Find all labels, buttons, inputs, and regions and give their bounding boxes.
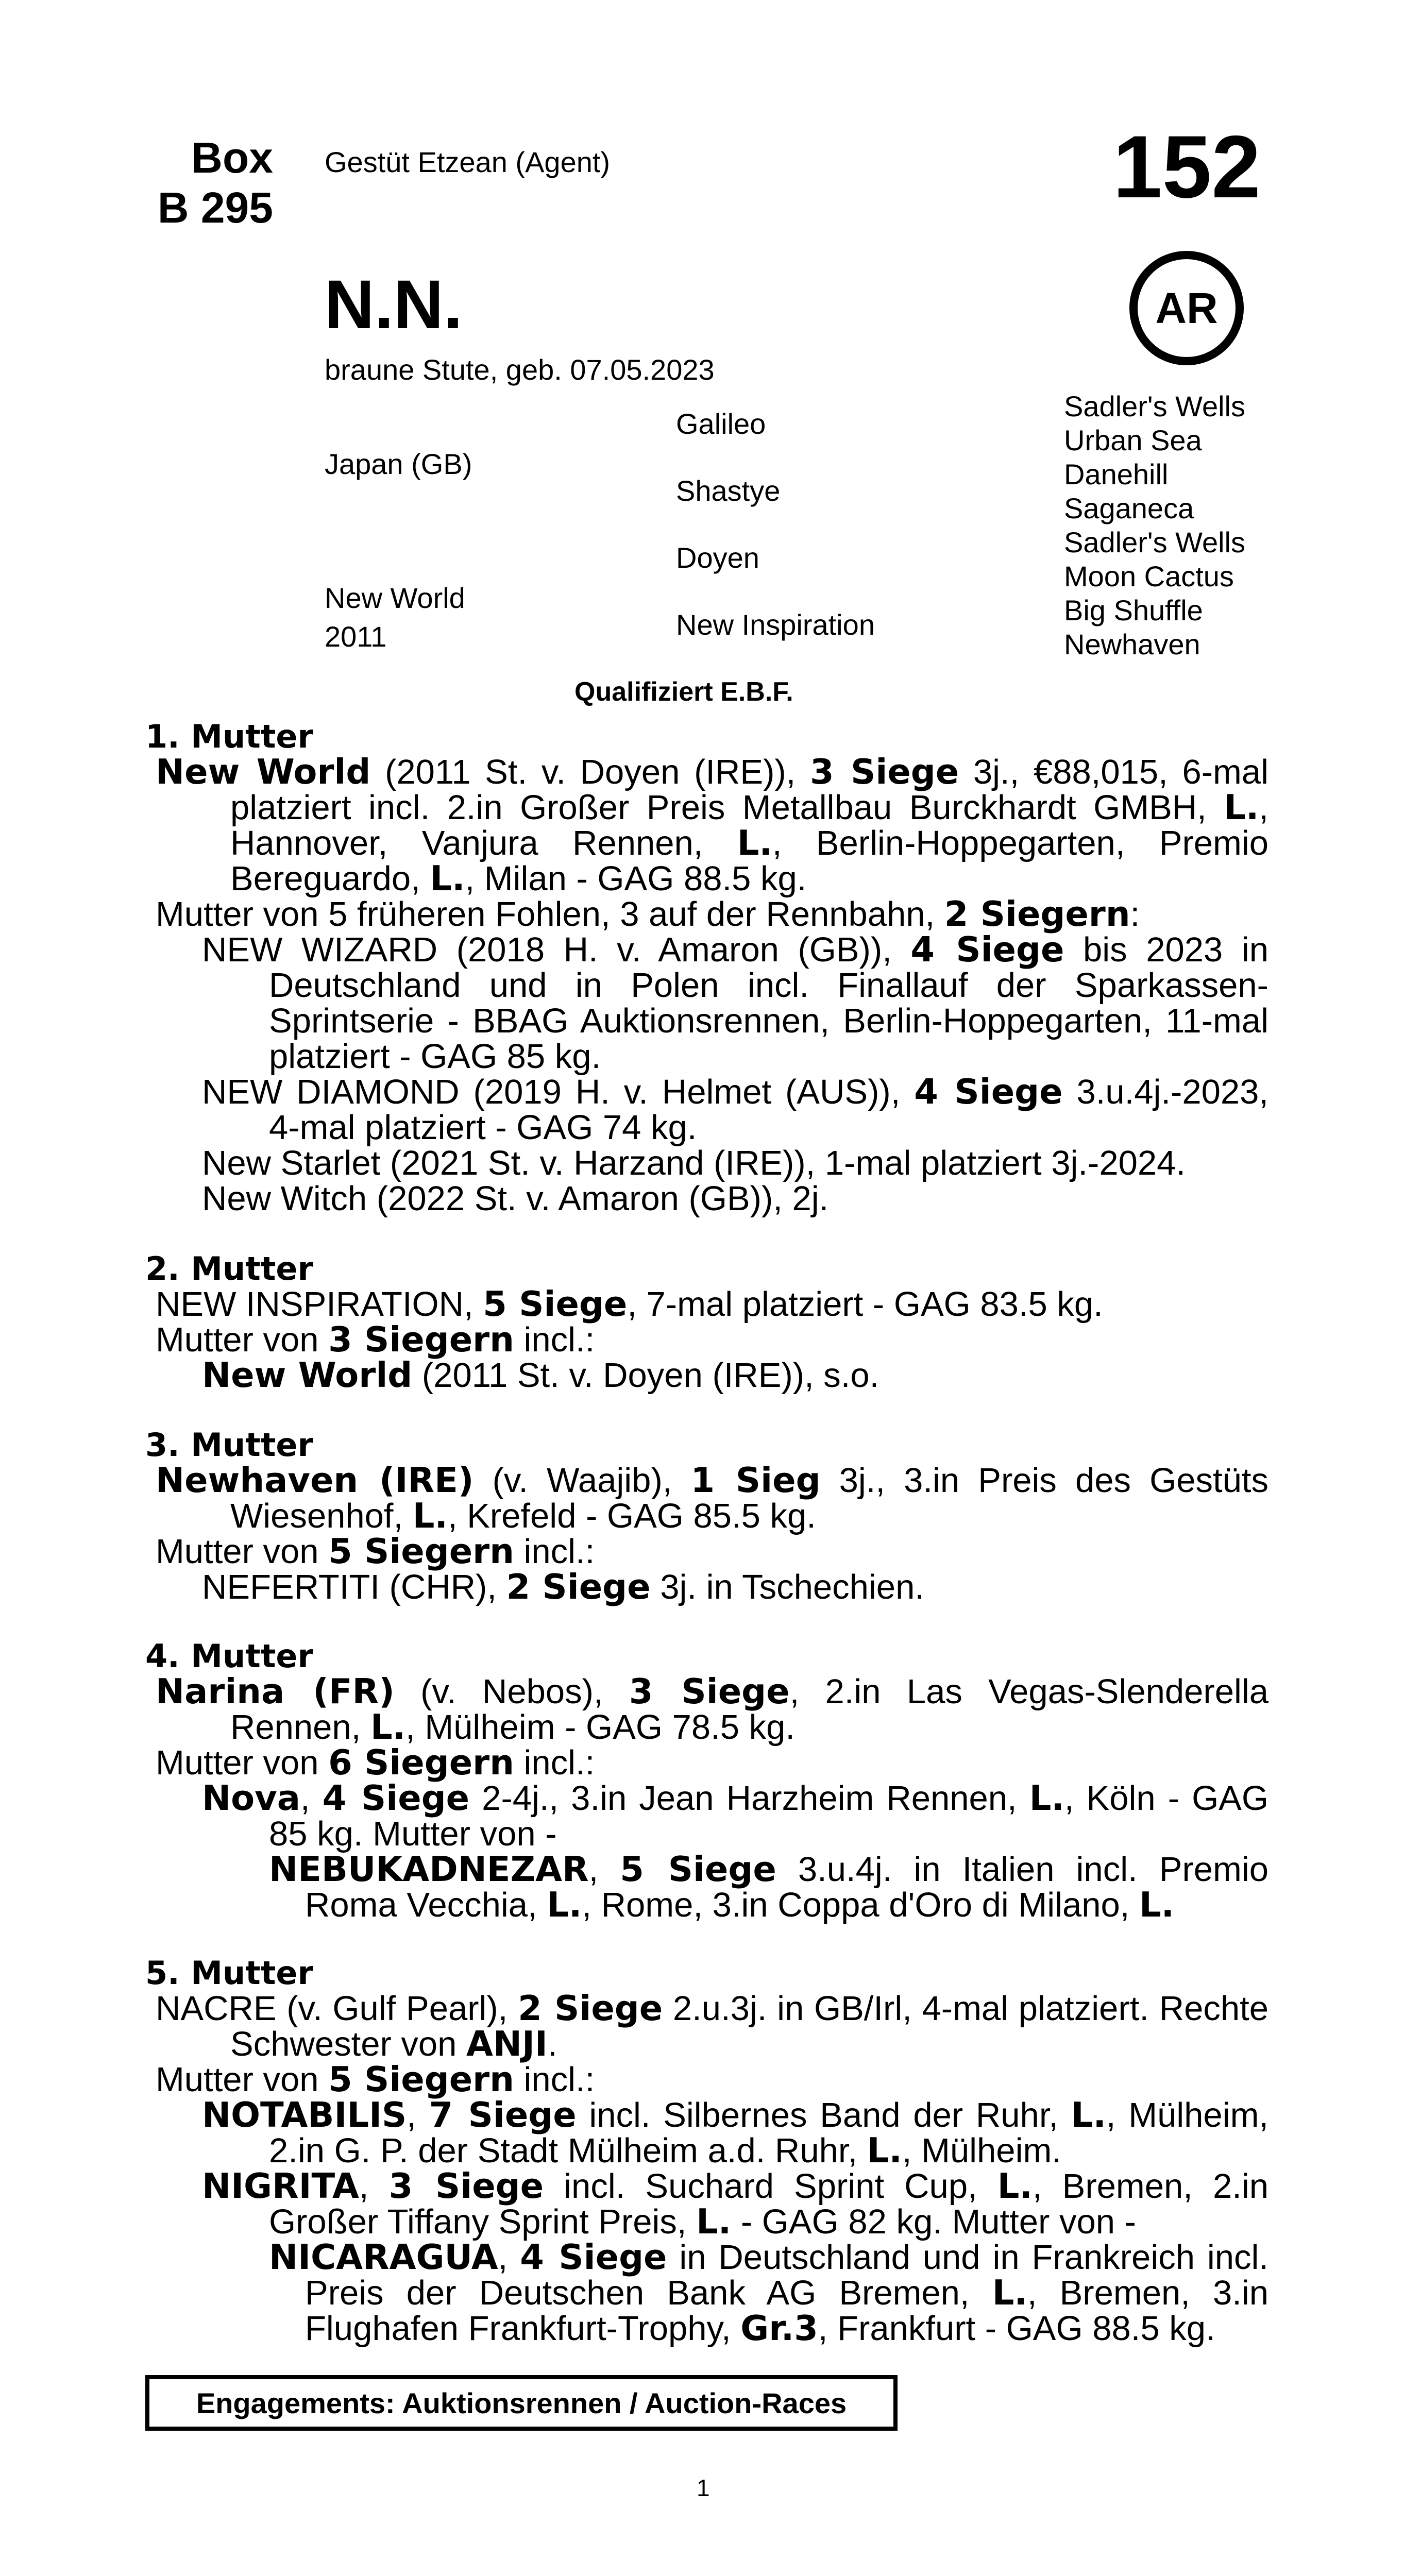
pedigree-gen3-list: [1064, 389, 1245, 662]
listed: L.: [430, 858, 465, 899]
text: 3j. in Tschechien.: [650, 1568, 924, 1606]
fifth-dam-heading: 5. Mutter: [145, 1954, 314, 1992]
sibling-name: ANJI: [466, 2024, 548, 2064]
text: , Hannover, Vanjura Rennen,: [230, 788, 1268, 862]
dam-name: New World: [156, 752, 371, 792]
text: 2.u.3j. in GB/Irl, 4-mal platziert. Rechte Schwester von: [230, 1989, 1268, 2063]
text: (2011 St. v. Doyen (IRE)),: [370, 753, 810, 791]
box-line-1: Box: [191, 133, 273, 182]
text: 3.u.4j.-2023, 4-mal platziert - GAG 74 kg.: [269, 1073, 1268, 1147]
fifth-dam-entry: [156, 1988, 1268, 2064]
foal-entry: [202, 929, 1268, 1076]
pedigree-gen3-7: Big Shuffle: [1064, 594, 1203, 626]
wins: 4 Siege: [914, 1072, 1063, 1112]
first-dam-section: [145, 719, 1268, 1216]
grandfoal-entry: [269, 1849, 1268, 1925]
text: , Bremen, 3.in Flughafen Frankfurt-Trophy,: [305, 2274, 1268, 2348]
text: (v. Nebos),: [394, 1672, 629, 1711]
pedigree-dam: New World: [325, 582, 465, 614]
text: (v. Waajib),: [473, 1461, 691, 1500]
text: incl.:: [514, 1743, 595, 1782]
text: , Krefeld - GAG 85.5 kg.: [447, 1497, 816, 1535]
text: ,: [359, 2167, 389, 2206]
pedigree-gen2-3: Doyen: [676, 541, 759, 574]
dam-name: Narina (FR): [156, 1671, 395, 1711]
page-number: 1: [697, 2475, 710, 2501]
wins: 2 Siege: [518, 1988, 663, 2028]
fourth-dam-heading: 4. Mutter: [145, 1637, 314, 1675]
foal-name: NIGRITA: [202, 2166, 359, 2206]
winners: 3 Siegern: [328, 1319, 514, 1360]
engagements-label: Engagements: Auktionsrennen / Auction-Races: [196, 2386, 847, 2419]
listed: L.: [547, 1885, 582, 1925]
pedigree-gen3-3: Danehill: [1064, 458, 1169, 490]
text: Mutter von: [156, 2060, 329, 2099]
text: 3.u.4j. in Italien incl. Premio Roma Vecchia,: [305, 1850, 1268, 1924]
text: incl.:: [514, 1320, 595, 1359]
wins: 1 Sieg: [690, 1460, 821, 1500]
text: , Mülheim, 2.in G. P. der Stadt Mülheim a.d. Ruhr,: [269, 2096, 1269, 2170]
text: 2-4j., 3.in Jean Harzheim Rennen,: [469, 1779, 1029, 1818]
third-dam-section: [145, 1427, 1268, 1605]
text: incl.:: [514, 1532, 595, 1571]
third-dam-produce: [156, 1531, 1268, 1571]
text: NEW WIZARD (2018 H. v. Amaron (GB)),: [202, 930, 911, 969]
foal-name: New World: [202, 1355, 413, 1395]
text: , Berlin-Hoppegarten, Premio Bereguardo,: [230, 824, 1268, 898]
listed: L.: [1071, 2095, 1106, 2135]
listed: L.: [997, 2166, 1033, 2206]
fourth-dam-section: [145, 1638, 1268, 1923]
first-dam-entry: [156, 752, 1269, 899]
text: , Mülheim - GAG 78.5 kg.: [405, 1708, 795, 1747]
listed: L.: [992, 2273, 1027, 2313]
listed: L.: [370, 1707, 406, 1747]
winners: 6 Siegern: [328, 1742, 514, 1783]
consignor: Gestüt Etzean (Agent): [325, 146, 611, 178]
second-dam-produce: [156, 1319, 1268, 1360]
third-dam-entry: [156, 1460, 1268, 1536]
text: (2011 St. v. Doyen (IRE)), s.o.: [412, 1356, 879, 1395]
text: , Rome, 3.in Coppa d'Oro di Milano,: [582, 1886, 1139, 1924]
first-dam-heading: 1. Mutter: [145, 718, 314, 755]
third-dam-heading: 3. Mutter: [145, 1426, 314, 1464]
foal-name: Nova: [202, 1778, 300, 1818]
horse-description: braune Stute, geb. 07.05.2023: [325, 353, 715, 386]
box-number: B 295: [157, 183, 273, 232]
lot-number: 152: [1113, 117, 1261, 216]
text: ,: [300, 1779, 323, 1818]
text: incl. Suchard Sprint Cup,: [544, 2167, 997, 2206]
pedigree-gen2-1: Galileo: [676, 408, 766, 440]
text: 3j., €88,015, 6-mal platziert incl. 2.in Großer Preis Metallbau Burckhardt GMBH,: [230, 753, 1269, 827]
box-label: [103, 133, 273, 232]
group-race: Gr.3: [740, 2308, 818, 2348]
grandfoal-name: NEBUKADNEZAR: [269, 1849, 589, 1889]
qualification: Qualifiziert E.B.F.: [574, 677, 793, 707]
foal-entry: [202, 1355, 1268, 1395]
listed: L.: [412, 1496, 448, 1536]
text: bis 2023 in Deutschland und in Polen incl. Finallauf der Sparkassen-Sprintserie - BBAG Auktionsrennen, Berlin-Hoppegarten, 11-mal platziert - GAG 85 kg.: [269, 930, 1268, 1076]
listed: L.: [1224, 787, 1259, 827]
text: Mutter von: [156, 1743, 329, 1782]
wins: 3 Siege: [388, 2166, 544, 2206]
listed: L.: [1029, 1778, 1064, 1818]
text: ,: [407, 2096, 429, 2134]
foal-entry: [202, 1145, 1268, 1181]
text: New Starlet (2021 St. v. Harzand (IRE)), 1-mal platziert 3j.-2024.: [202, 1144, 1186, 1182]
text: ,: [588, 1850, 620, 1889]
pedigree-dam-year: 2011: [325, 620, 387, 653]
first-dam-produce: [156, 896, 1268, 932]
text: Mutter von: [156, 1532, 329, 1571]
listed: L.: [696, 2201, 732, 2242]
grandfoal-name: NICARAGUA: [269, 2237, 498, 2277]
winners: 5 Siegern: [328, 2059, 514, 2099]
foal-entry: [202, 2168, 1268, 2240]
wins: 4 Siege: [322, 1778, 470, 1818]
wins: 3 Siege: [810, 752, 959, 792]
text: , Mülheim.: [902, 2131, 1061, 2170]
text: , Milan - GAG 88.5 kg.: [465, 859, 807, 898]
engagements-box: [145, 2375, 898, 2431]
fourth-dam-produce: [156, 1742, 1268, 1783]
ar-badge-text: AR: [1155, 283, 1218, 332]
text: Mutter von: [156, 1320, 329, 1359]
text: incl. Silbernes Band der Ruhr,: [576, 2096, 1071, 2134]
pedigree-gen3-2: Urban Sea: [1064, 424, 1202, 456]
text: ,: [498, 2238, 520, 2277]
foal-entry: [202, 1074, 1268, 1145]
text: New Witch (2022 St. v. Amaron (GB)), 2j.: [202, 1179, 829, 1218]
pedigree-gen2-4: New Inspiration: [676, 608, 875, 641]
grandfoal-entry: [269, 2237, 1269, 2348]
text: , Frankfurt - GAG 88.5 kg.: [818, 2309, 1215, 2348]
fifth-dam-section: [145, 1955, 1268, 2346]
foal-entry: [202, 1778, 1268, 1853]
text: incl.:: [514, 2060, 595, 2099]
text: - GAG 82 kg. Mutter von -: [731, 2202, 1136, 2241]
dam-name: Newhaven (IRE): [156, 1460, 474, 1500]
wins: 4 Siege: [910, 929, 1064, 970]
pedigree-gen2-2: Shastye: [676, 474, 781, 507]
pedigree-sire: Japan (GB): [325, 448, 472, 480]
pedigree-gen3-1: Sadler's Wells: [1064, 390, 1245, 422]
wins: 2 Siege: [506, 1567, 651, 1607]
text: :: [1130, 895, 1140, 934]
listed: L.: [737, 823, 772, 863]
ar-badge: [1129, 251, 1244, 365]
listed: L.: [867, 2130, 902, 2171]
wins: 5 Siege: [483, 1284, 628, 1324]
text: NACRE (v. Gulf Pearl),: [156, 1989, 518, 2028]
pedigree-gen3-5: Sadler's Wells: [1064, 526, 1245, 558]
wins: 4 Siege: [520, 2237, 667, 2277]
pedigree-gen3-6: Moon Cactus: [1064, 560, 1234, 592]
foal-entry: [202, 2095, 1269, 2171]
text: NEFERTITI (CHR),: [202, 1568, 506, 1606]
text: , Köln - GAG 85 kg. Mutter von -: [269, 1779, 1268, 1853]
foal-entry: [202, 1181, 1268, 1216]
pedigree-gen3-8: Newhaven: [1064, 628, 1200, 660]
second-dam-entry: [156, 1286, 1268, 1322]
foal-name: NOTABILIS: [202, 2095, 407, 2135]
text: , Bremen, 2.in Großer Tiffany Sprint Preis,: [269, 2167, 1268, 2241]
fourth-dam-entry: [156, 1671, 1268, 1747]
second-dam-section: [145, 1251, 1268, 1393]
text: , 2.in Las Vegas-Slenderella Rennen,: [230, 1672, 1268, 1747]
wins: 5 Siege: [620, 1849, 776, 1889]
pedigree-gen3-4: Saganeca: [1064, 492, 1194, 524]
text: Mutter von 5 früheren Fohlen, 3 auf der Rennbahn,: [156, 895, 944, 934]
second-dam-heading: 2. Mutter: [145, 1250, 314, 1287]
fifth-dam-produce: [156, 2059, 1268, 2099]
text: .: [547, 2025, 557, 2063]
winners: 5 Siegern: [328, 1531, 514, 1571]
wins: 7 Siege: [429, 2095, 577, 2135]
text: 3j., 3.in Preis des Gestüts Wiesenhof,: [230, 1461, 1268, 1535]
text: in Deutschland und in Frankreich incl. Preis der Deutschen Bank AG Bremen,: [305, 2238, 1269, 2312]
text: NEW INSPIRATION,: [156, 1285, 483, 1324]
foal-entry: [202, 1569, 1268, 1605]
wins: 3 Siege: [629, 1671, 790, 1711]
text: NEW DIAMOND (2019 H. v. Helmet (AUS)),: [202, 1073, 915, 1111]
winners: 2 Siegern: [944, 894, 1130, 934]
listed: L.: [1139, 1885, 1175, 1925]
text: , 7-mal platziert - GAG 83.5 kg.: [627, 1285, 1103, 1324]
horse-name: N.N.: [325, 266, 463, 343]
